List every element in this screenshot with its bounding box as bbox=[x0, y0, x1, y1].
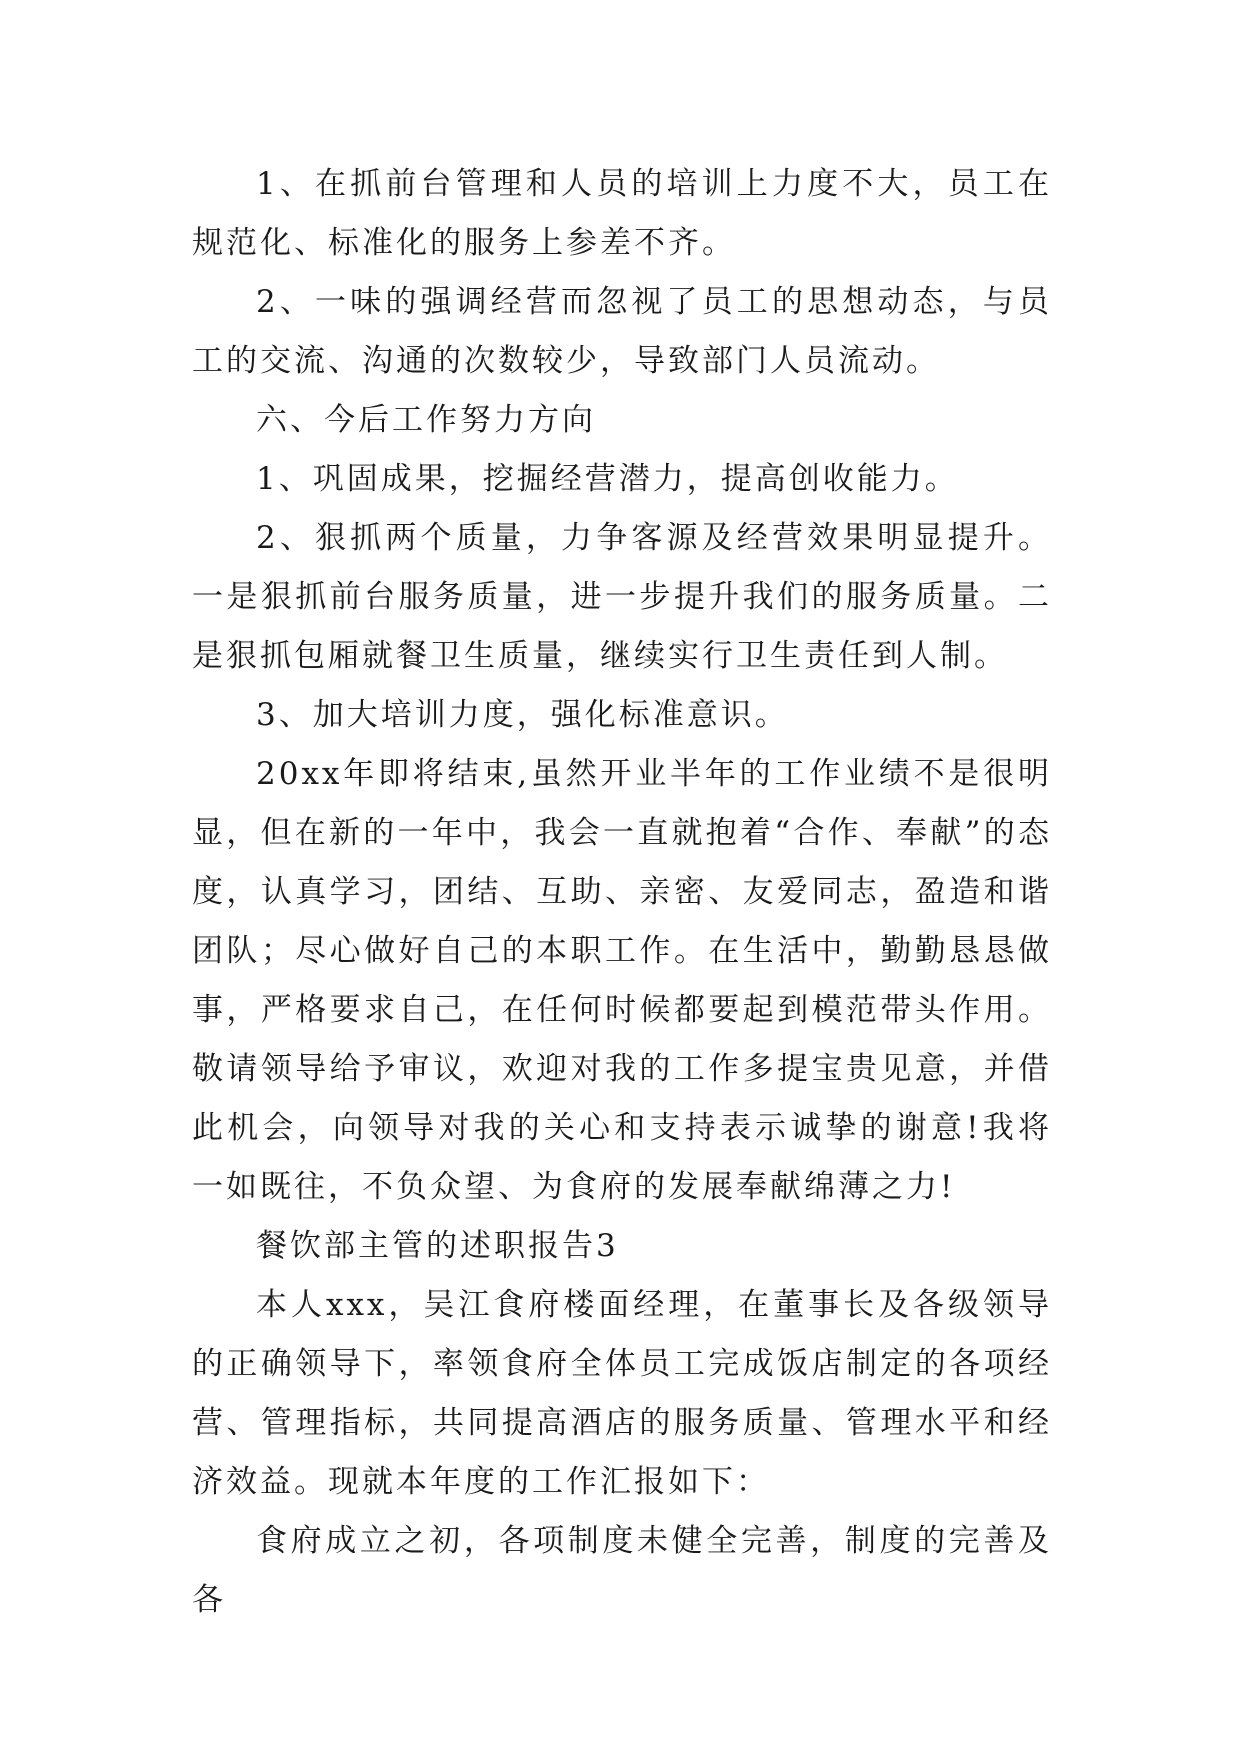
paragraph-direction-3: 3、加大培训力度，强化标准意识。 bbox=[256, 697, 789, 733]
paragraph-conclusion: 20xx年即将结束,虽然开业半年的工作业绩不是很明显，但在新的一年中，我会一直就抱着“合作、奉献”的态度，认真学习，团结、互助、亲密、友爱同志，盈造和谐团队；尽心做好自己的本职工作。在生活中，勤勤恳恳做事，严格要求自己，在任何时候都要起到模范带头作用。敬请领导给予审议，欢迎对我的工作多提宝贵见意，并借此机会，向领导对我的关心和支持表示诚挚的谢意!我将一如既往，不负众望、为食府的发展奉献绵薄之力! bbox=[192, 756, 1052, 1205]
paragraph-direction-1: 1、巩固成果，挖掘经营潜力，提高创收能力。 bbox=[256, 461, 959, 497]
paragraph-weakness-2: 2、一味的强调经营而忽视了员工的思想动态，与员工的交流、沟通的次数较少，导致部门人员流动。 bbox=[192, 284, 1052, 379]
report-title-3: 餐饮部主管的述职报告3 bbox=[256, 1228, 619, 1264]
section-heading-future-direction: 六、今后工作努力方向 bbox=[256, 402, 596, 438]
paragraph-weakness-1: 1、在抓前台管理和人员的培训上力度不大，员工在规范化、标准化的服务上参差不齐。 bbox=[192, 166, 1052, 261]
paragraph-report-body: 食府成立之初，各项制度未健全完善，制度的完善及各 bbox=[192, 1523, 1052, 1618]
paragraph-direction-2: 2、狠抓两个质量，力争客源及经营效果明显提升。一是狠抓前台服务质量，进一步提升我们的服务质量。二是狠抓包厢就餐卫生质量，继续实行卫生责任到人制。 bbox=[192, 520, 1052, 674]
document-body bbox=[192, 155, 1052, 1630]
paragraph-report-intro: 本人xxx，吴江食府楼面经理，在董事长及各级领导的正确领导下，率领食府全体员工完成饭店制定的各项经营、管理指标，共同提高酒店的服务质量、管理水平和经济效益。现就本年度的工作汇报如下： bbox=[192, 1287, 1052, 1500]
